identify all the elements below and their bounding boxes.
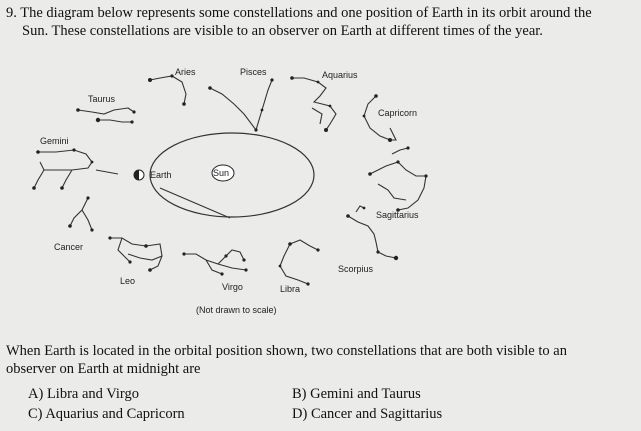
choice-b[interactable] bbox=[292, 384, 421, 404]
label-sagittarius: Sagittarius bbox=[376, 210, 419, 220]
prompt-line-1: When Earth is located in the orbital position shown, two constellations that are both visible to an bbox=[6, 343, 567, 359]
virgo-lines bbox=[184, 250, 244, 264]
choice-c-text: Aquarius and Capricorn bbox=[45, 406, 185, 422]
cancer-lines bbox=[70, 198, 88, 226]
question-line-2: Sun. These constellations are visible to an observer on Earth at different times of the year. bbox=[22, 23, 543, 39]
scorpius-lines-2 bbox=[356, 206, 364, 212]
choice-c[interactable] bbox=[28, 404, 185, 424]
libra-lines-2 bbox=[290, 240, 318, 250]
label-pisces: Pisces bbox=[240, 67, 267, 77]
label-cancer: Cancer bbox=[54, 242, 84, 252]
choice-c-letter: C) bbox=[28, 406, 43, 422]
sagittarius-lines-3 bbox=[392, 148, 408, 154]
sagittarius-lines-2 bbox=[378, 184, 406, 200]
virgo-lines-3 bbox=[218, 264, 246, 270]
pisces-lines bbox=[210, 80, 272, 130]
aquarius-lines-2 bbox=[312, 108, 322, 124]
label-scorpius: Scorpius bbox=[338, 264, 374, 274]
gemini-lines-3 bbox=[62, 170, 72, 188]
choice-b-text: Gemini and Taurus bbox=[310, 386, 421, 402]
choice-a-text: Libra and Virgo bbox=[46, 386, 139, 402]
capricorn-lines bbox=[364, 96, 396, 140]
choice-a-letter: A) bbox=[28, 386, 44, 402]
label-taurus: Taurus bbox=[88, 94, 116, 104]
question-line-1 bbox=[6, 4, 631, 22]
label-sun: Sun bbox=[213, 168, 230, 178]
question-line-1-text: The diagram below represents some constellations and one position of Earth in its orbit around the bbox=[20, 5, 592, 21]
label-not-to-scale: (Not drawn to scale) bbox=[196, 305, 277, 315]
label-leo: Leo bbox=[120, 276, 136, 286]
choice-b-letter: B) bbox=[292, 386, 307, 402]
prompt-text bbox=[6, 342, 631, 378]
question-text bbox=[6, 4, 631, 40]
label-libra: Libra bbox=[280, 284, 301, 294]
choice-d-text: Cancer and Sagittarius bbox=[310, 406, 443, 422]
aquarius-lines bbox=[292, 78, 336, 130]
earth-to-orbit-line bbox=[96, 170, 118, 174]
label-earth: Earth bbox=[150, 170, 172, 180]
label-aquarius: Aquarius bbox=[322, 70, 358, 80]
choice-a[interactable] bbox=[28, 384, 139, 404]
label-aries: Aries bbox=[175, 67, 196, 77]
constellation-diagram bbox=[0, 58, 641, 328]
gemini-lines bbox=[38, 150, 92, 170]
label-gemini: Gemini bbox=[40, 136, 69, 146]
choice-d-letter: D) bbox=[292, 406, 308, 422]
taurus-lines bbox=[78, 108, 134, 114]
sagittarius-lines bbox=[370, 162, 426, 210]
gemini-lines-2 bbox=[34, 170, 44, 188]
prompt-line-2: observer on Earth at midnight are bbox=[6, 361, 201, 377]
leo-lines-3 bbox=[128, 254, 162, 260]
cancer-lines-2 bbox=[82, 210, 92, 230]
choice-d[interactable] bbox=[292, 404, 442, 424]
label-capricorn: Capricorn bbox=[378, 108, 418, 118]
aries-lines bbox=[150, 76, 186, 104]
earth-icon bbox=[134, 170, 144, 180]
taurus-lines-2 bbox=[98, 120, 132, 122]
scorpius-lines bbox=[348, 216, 396, 258]
libra-lines bbox=[280, 244, 308, 284]
label-virgo: Virgo bbox=[222, 282, 243, 292]
question-number: 9. bbox=[6, 5, 17, 21]
leo-lines bbox=[110, 238, 162, 270]
